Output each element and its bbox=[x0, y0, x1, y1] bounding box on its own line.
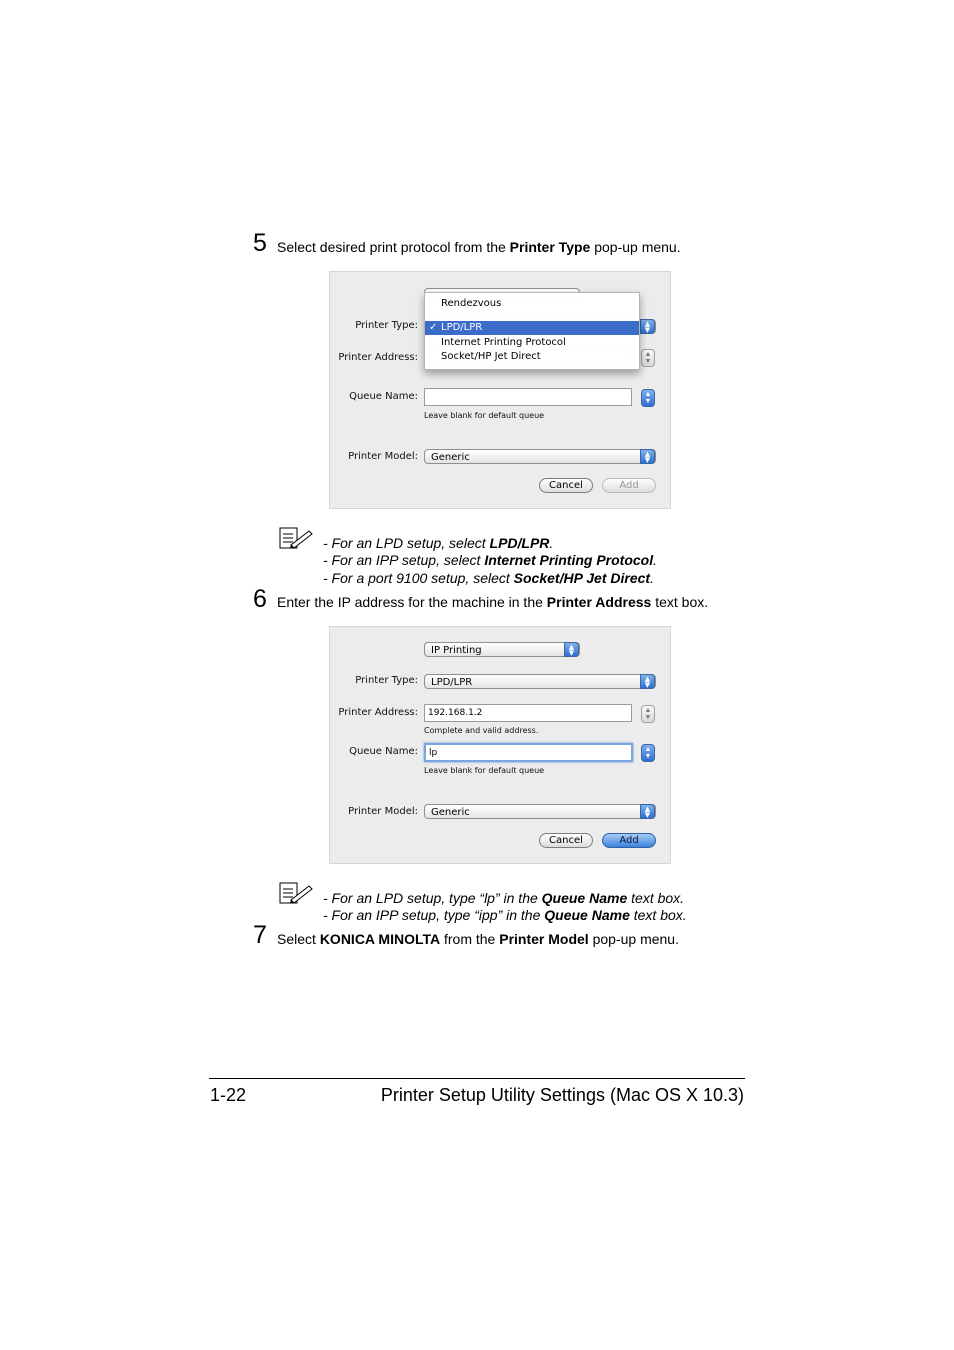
add-printer-dialog-1 bbox=[329, 271, 671, 509]
cancel-button[interactable]: Cancel bbox=[539, 478, 593, 493]
queue-name-label: Queue Name: bbox=[349, 746, 418, 757]
step-5-instruction: Select desired print protocol from the Printer Type pop-up menu. bbox=[277, 239, 681, 255]
step-7-instruction: Select KONICA MINOLTA from the Printer Model pop-up menu. bbox=[277, 931, 679, 947]
printer-model-value: Generic bbox=[431, 452, 470, 463]
note-2-line-2: - For an IPP setup, type “ipp” in the Queue Name text box. bbox=[323, 907, 687, 923]
step-number: 6 bbox=[253, 585, 267, 613]
printer-type-popup[interactable] bbox=[424, 674, 656, 689]
add-button[interactable]: Add bbox=[602, 833, 656, 848]
queue-name-field[interactable]: lp bbox=[424, 743, 633, 762]
menu-item-label: LPD/LPR bbox=[441, 322, 483, 333]
address-stepper[interactable]: ▲ ▼ bbox=[641, 349, 655, 367]
connection-value: IP Printing bbox=[431, 645, 482, 656]
popup-arrows-icon: ▲ ▼ bbox=[640, 674, 655, 689]
printer-model-label: Printer Model: bbox=[348, 451, 418, 462]
cancel-button[interactable]: Cancel bbox=[539, 833, 593, 848]
popup-arrows-icon: ▲ ▼ bbox=[640, 804, 655, 819]
popup-arrows-icon: ▲ ▼ bbox=[640, 449, 655, 464]
note-1-line-3: - For a port 9100 setup, select Socket/HP Jet Direct. bbox=[323, 570, 654, 586]
queue-stepper[interactable]: ▲ ▼ bbox=[641, 389, 655, 407]
menu-item-lpd-lpr[interactable] bbox=[425, 321, 639, 335]
queue-stepper[interactable]: ▲ ▼ bbox=[641, 744, 655, 762]
step-6-instruction: Enter the IP address for the machine in the Printer Address text box. bbox=[277, 594, 709, 610]
step-number: 5 bbox=[253, 229, 267, 257]
step-number: 7 bbox=[253, 921, 267, 949]
printer-model-value: Generic bbox=[431, 807, 470, 818]
note-1-line-1: - For an LPD setup, select LPD/LPR. bbox=[323, 535, 554, 551]
address-hint: Complete and valid address. bbox=[424, 726, 539, 735]
note-pencil-icon bbox=[279, 882, 313, 904]
note-1-line-2: - For an IPP setup, select Internet Printing Protocol. bbox=[323, 552, 657, 568]
printer-address-label: Printer Address: bbox=[338, 707, 418, 718]
queue-name-field[interactable] bbox=[424, 388, 632, 406]
add-button[interactable]: Add bbox=[602, 478, 656, 493]
printer-type-label: Printer Type: bbox=[355, 675, 418, 686]
menu-item-socket[interactable]: Socket/HP Jet Direct bbox=[441, 351, 541, 362]
page-number: 1-22 bbox=[210, 1085, 247, 1105]
queue-hint: Leave blank for default queue bbox=[424, 766, 545, 775]
menu-item-ipp[interactable]: Internet Printing Protocol bbox=[441, 337, 566, 348]
queue-hint: Leave blank for default queue bbox=[424, 411, 545, 420]
section-title: Printer Setup Utility Settings (Mac OS X 10.3) bbox=[380, 1085, 744, 1105]
printer-type-value: LPD/LPR bbox=[431, 677, 473, 688]
add-printer-dialog-2 bbox=[329, 626, 671, 864]
printer-address-field[interactable]: 192.168.1.2 bbox=[424, 704, 632, 722]
printer-model-popup[interactable] bbox=[424, 449, 656, 464]
popup-arrows-icon: ▲ ▼ bbox=[564, 642, 579, 657]
note-2-line-1: - For an LPD setup, type “lp” in the Queue Name text box. bbox=[323, 890, 685, 906]
printer-model-popup[interactable] bbox=[424, 804, 656, 819]
connection-popup[interactable] bbox=[424, 642, 580, 657]
queue-name-label: Queue Name: bbox=[349, 391, 418, 402]
note-pencil-icon bbox=[279, 527, 313, 549]
checkmark-icon: ✓ bbox=[429, 322, 438, 333]
printer-type-label: Printer Type: bbox=[355, 320, 418, 331]
printer-model-label: Printer Model: bbox=[348, 806, 418, 817]
footer-rule bbox=[209, 1078, 745, 1079]
address-stepper[interactable]: ▲ ▼ bbox=[641, 705, 655, 723]
menu-item-rendezvous[interactable]: Rendezvous bbox=[441, 298, 502, 309]
printer-address-label: Printer Address: bbox=[338, 352, 418, 363]
printer-type-menu bbox=[424, 292, 640, 370]
popup-arrows-icon: ▲ ▼ bbox=[640, 319, 655, 334]
